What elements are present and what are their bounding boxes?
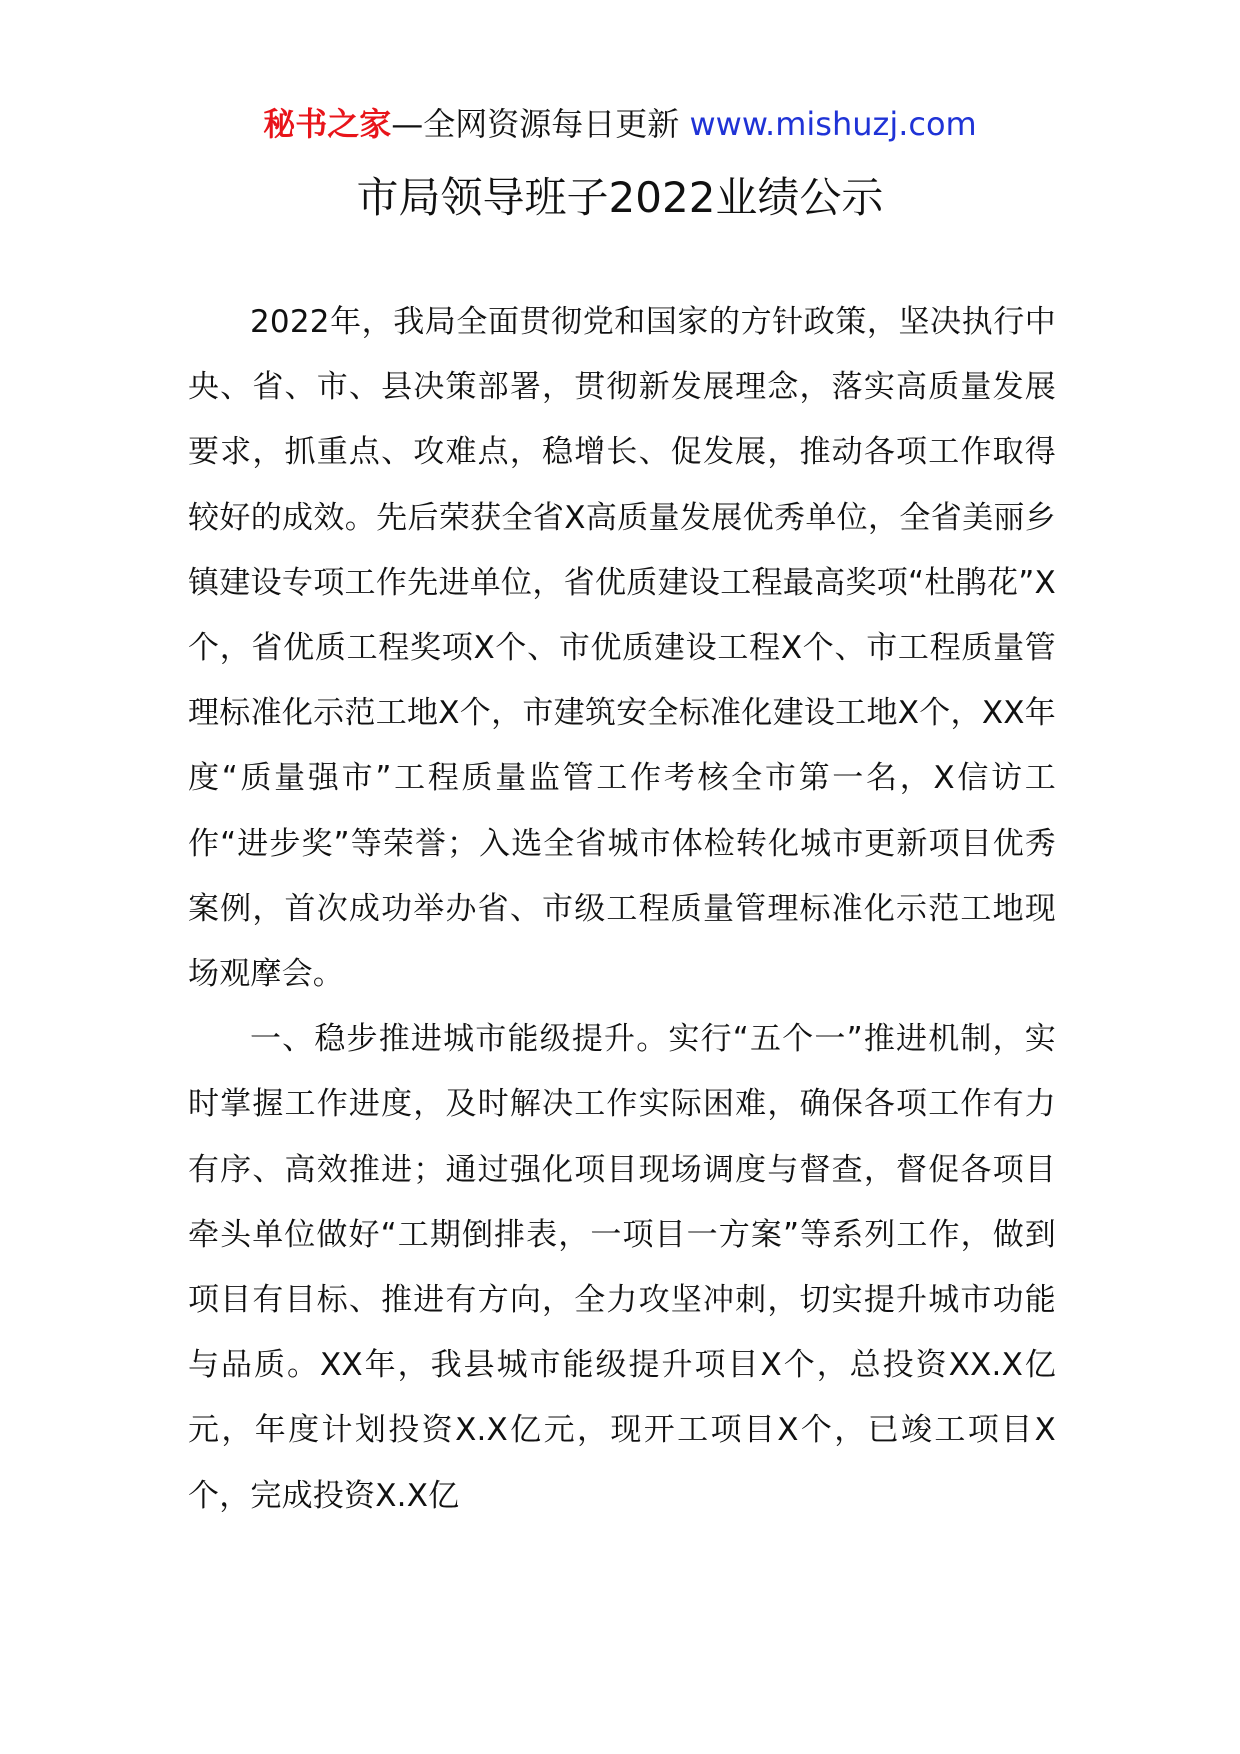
header-slogan: —全网资源每日更新 <box>391 105 690 143</box>
brand-name: 秘书之家 <box>263 105 392 143</box>
document-title: 市局领导班子2022业绩公示 <box>356 173 884 222</box>
watermark-header <box>0 100 1240 148</box>
site-url[interactable]: www.mishuzj.com <box>689 105 977 143</box>
paragraph-section-one: 一、稳步推进城市能级提升。实行“五个一”推进机制，实时掌握工作进度，及时解决工作实际困难，确保各项工作有力有序、高效推进；通过强化项目现场调度与督查，督促各项目牵头单位做好“工期倒排表，一项目一方案”等系列工作，做到项目有目标、推进有方向，全力攻坚冲刺，切实提升城市功能与品质。XX年，我县城市能级提升项目X个，总投资XX.X亿元，年度计划投资X.X亿元，现开工项目X个，已竣工项目X个，完成投资X.X亿 <box>188 1021 1056 1514</box>
document-body <box>188 290 1056 1529</box>
paragraph-intro: 2022年，我局全面贯彻党和国家的方针政策，坚决执行中央、省、市、县决策部署，贯彻新发展理念，落实高质量发展要求，抓重点、攻难点，稳增长、促发展，推动各项工作取得较好的成效。先后荣获全省X高质量发展优秀单位，全省美丽乡镇建设专项工作先进单位，省优质建设工程最高奖项“杜鹃花”X个，省优质工程奖项X个、市优质建设工程X个、市工程质量管理标准化示范工地X个，市建筑安全标准化建设工地X个，XX年度“质量强市”工程质量监管工作考核全市第一名，X信访工作“进步奖”等荣誉；入选全省城市体检转化城市更新项目优秀案例，首次成功举办省、市级工程质量管理标准化示范工地现场观摩会。 <box>188 304 1056 993</box>
